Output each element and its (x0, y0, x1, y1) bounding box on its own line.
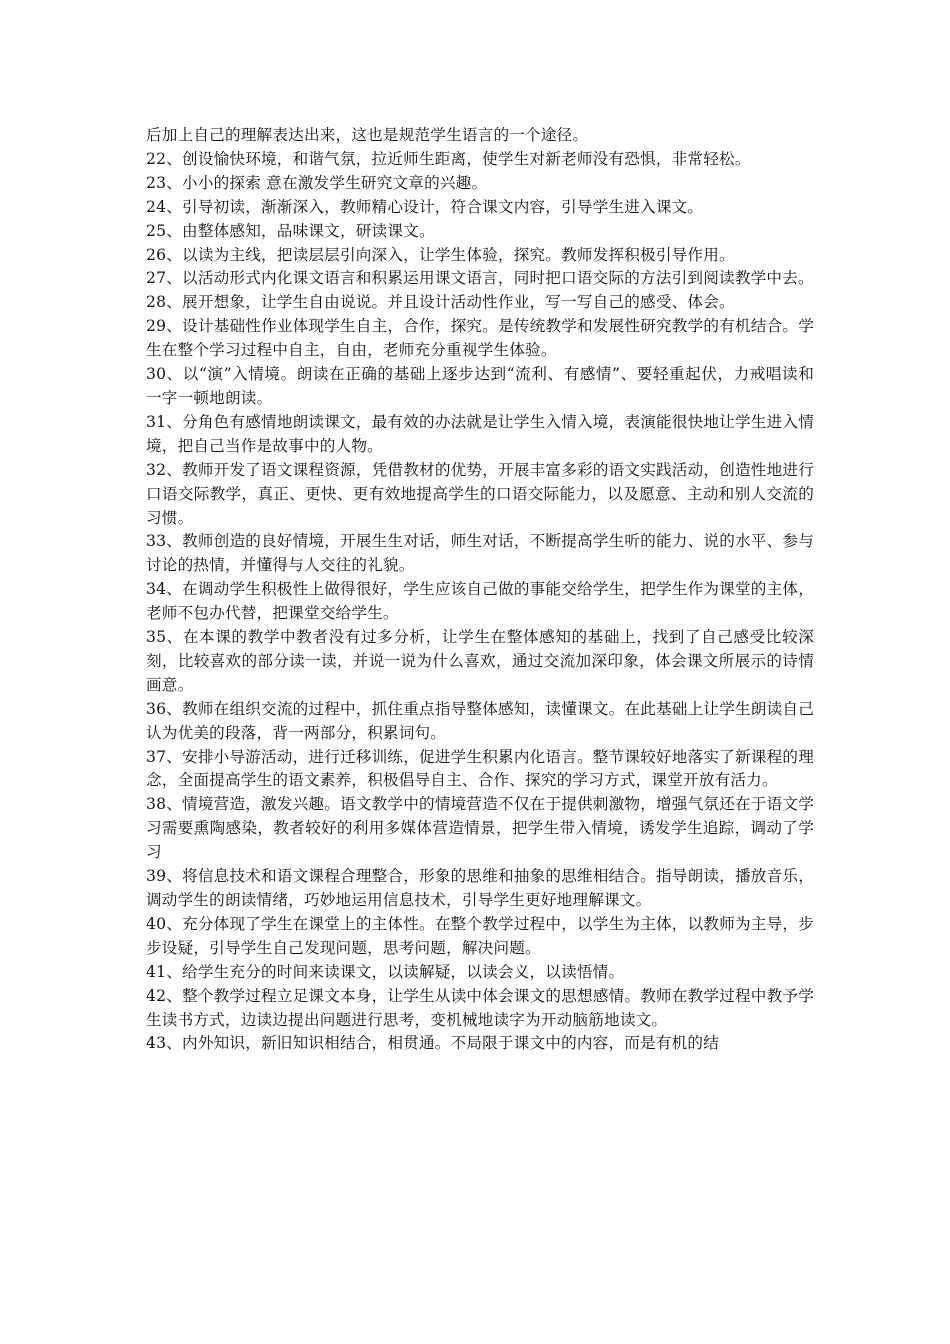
paragraph-43: 43、内外知识，新旧知识相结合，相贯通。不局限于课文中的内容，而是有机的结 (146, 1034, 720, 1053)
document-body (146, 124, 814, 1056)
paragraph-22: 22、创设愉快环境，和谐气氛，拉近师生距离，使学生对新老师没有恐惧，非常轻松。 (146, 149, 751, 168)
paragraph-29: 29、设计基础性作业体现学生自主，合作，探究。是传统教学和发展性研究教学的有机结合。学生在整个学习过程中自主，自由，老师充分重视学生体验。 (146, 317, 814, 360)
paragraph-28: 28、展开想象，让学生自由说说。并且设计活动性作业，写一写自己的感受、体会。 (146, 293, 735, 312)
paragraph-37: 37、安排小导游活动，进行迁移训练，促进学生积累内化语言。整节课较好地落实了新课程的理念，全面提高学生的语文素养，积极倡导自主、合作、探究的学习方式，课堂开放有活力。 (146, 747, 814, 790)
paragraph-26: 26、以读为主线，把读层层引向深入，让学生体验，探究。教师发挥积极引导作用。 (146, 245, 735, 264)
paragraph-41: 41、给学生充分的时间来读课文，以读解疑，以读会义，以读悟情。 (146, 962, 625, 981)
paragraph-38: 38、情境营造，激发兴趣。语文教学中的情境营造不仅在于提供刺激物，增强气氛还在于语文学习需要熏陶感染，教者较好的利用多媒体营造情景，把学生带入情境，诱发学生追踪，调动了学习 (146, 795, 814, 862)
paragraph-39: 39、将信息技术和语文课程合理整合，形象的思维和抽象的思维相结合。指导朗读，播放音乐，调动学生的朗读情绪，巧妙地运用信息技术，引导学生更好地理解课文。 (146, 867, 814, 909)
paragraph-33: 33、教师创造的良好情境，开展生生对话，师生对话，不断提高学生听的能力、说的水平、参与讨论的热情，并懂得与人交往的礼貌。 (146, 532, 814, 575)
paragraph-40: 40、充分体现了学生在课堂上的主体性。在整个教学过程中，以学生为主体，以教师为主导，步步设疑，引导学生自己发现问题，思考问题，解决问题。 (146, 914, 814, 957)
paragraph-32: 32、教师开发了语文课程资源，凭借教材的优势，开展丰富多彩的语文实践活动，创造性地进行口语交际教学，真正、更快、更有效地提高学生的口语交际能力，以及愿意、主动和别人交流的习惯。 (146, 460, 814, 527)
paragraph-31: 31、分角色有感情地朗读课文，最有效的办法就是让学生入情入境，表演能很快地让学生进入情境，把自己当作是故事中的人物。 (146, 412, 814, 455)
paragraph-35: 35、在本课的教学中教者没有过多分析，让学生在整体感知的基础上，找到了自己感受比较深刻，比较喜欢的部分读一读，并说一说为什么喜欢，通过交流加深印象，体会课文所展示的诗情画意。 (146, 628, 814, 694)
paragraph-42: 42、整个教学过程立足课文本身，让学生从读中体会课文的思想感情。教师在教学过程中教予学生读书方式，边读边提出问题进行思考，变机械地读字为开动脑筋地读文。 (146, 986, 814, 1029)
paragraph-continuation: 后加上自己的理解表达出来，这也是规范学生语言的一个途径。 (146, 126, 589, 144)
paragraph-24: 24、引导初读，渐渐深入，教师精心设计，符合课文内容，引导学生进入课文。 (146, 197, 704, 216)
paragraph-23: 23、小小的探索 意在激发学生研究文章的兴趣。 (146, 173, 488, 192)
paragraph-30: 30、以“演”入情境。朗读在正确的基础上逐步达到“流利、有感情”、要轻重起伏，力戒唱读和一字一顿地朗读。 (146, 365, 814, 407)
paragraph-25: 25、由整体感知，品味课文，研读课文。 (146, 221, 435, 240)
paragraph-34: 34、在调动学生积极性上做得很好，学生应该自己做的事能交给学生，把学生作为课堂的主体，老师不包办代替，把课堂交给学生。 (146, 580, 814, 623)
paragraph-27: 27、以活动形式内化课文语言和积累运用课文语言，同时把口语交际的方法引到阅读教学中去。 (146, 269, 814, 288)
paragraph-36: 36、教师在组织交流的过程中，抓住重点指导整体感知，读懂课文。在此基础上让学生朗读自己认为优美的段落，背一两部分，积累词句。 (146, 699, 814, 742)
